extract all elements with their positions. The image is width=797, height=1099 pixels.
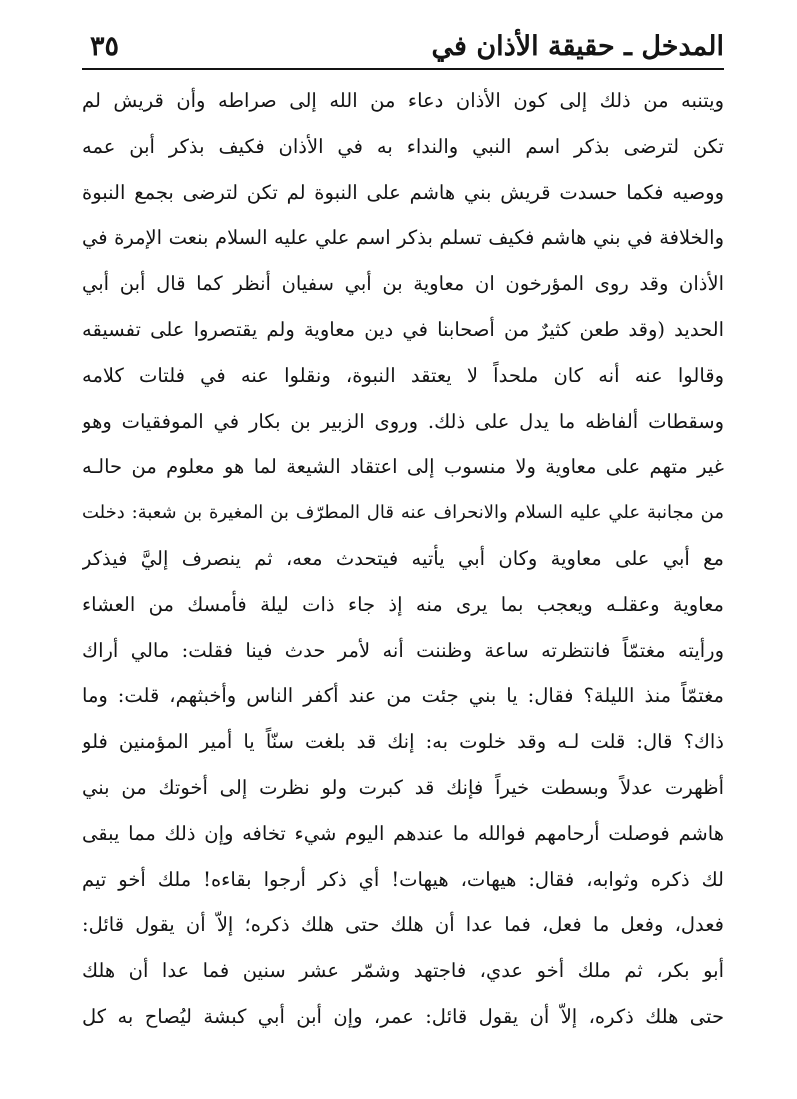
text-line: حتى هلك ذكره، إلاّ أن يقول قائل: عمر، وإن أبن أبي كبشة ليُصاح به كل: [82, 1004, 724, 1028]
text-line: معاوية وعقلـه ويعجب بما يرى منه إذ جاء ذات ليلة فأمسك من العشاء: [82, 592, 724, 616]
text-line: وسقطات ألفاظه ما يدل على ذلك. وروى الزبير بن بكار في الموفقيات وهو: [82, 409, 724, 433]
page-number: ٣٥: [90, 31, 120, 62]
body-text: [82, 78, 724, 1078]
running-header: [82, 24, 724, 68]
text-line: الأذان وقد روى المؤرخون ان معاوية بن أبي سفيان أنظر كما قال أبن أبي: [82, 272, 724, 296]
text-line: تكن لترضى بذكر اسم النبي والنداء به في الأذان فكيف بذكر أبن عمه: [82, 134, 724, 158]
text-line: فعدل، وفعل ما فعل، فما عدا أن هلك حتى هلك ذكره؛ إلاّ أن يقول قائل:: [82, 913, 724, 937]
text-line: من مجانبة علي عليه السلام والانحراف عنه قال المطرّف بن المغيرة بن شعبة: دخلت: [82, 502, 724, 524]
text-line: أظهرت عدلاً وبسطت خيراً فإنك قد كبرت ولو نظرت إلى أخوتك من بني: [82, 775, 724, 799]
text-line: لك ذكره وثوابه، فقال: هيهات، هيهات! أي ذكر أرجوا بقاءه! ملك أخو تيم: [82, 867, 724, 891]
text-line: ذاك؟ قال: قلت لـه وقد خلوت به: إنك قد بلغت سنّاً يا أمير المؤمنين فلو: [82, 730, 724, 754]
text-line: أبو بكر، ثم ملك أخو عدي، فاجتهد وشمّر عشر سنين فما عدا أن هلك: [82, 959, 724, 983]
text-line: والخلافة في بني هاشم فكيف تسلم بذكر اسم علي عليه السلام بنعت الإمرة في: [82, 226, 724, 250]
text-line: ووصيه فكما حسدت قريش بني هاشم على النبوة لم تكن لترضى بجمع النبوة: [82, 180, 724, 204]
text-line: ورأيته مغتمّاً فانتظرته ساعة وظننت أنه لأمر حدث فينا فقلت: مالي أراك: [82, 638, 724, 662]
text-line: ويتنبه من ذلك إلى كون الأذان دعاء من الله إلى صراطه وأن قريش لم: [82, 89, 724, 112]
text-line: هاشم فوصلت أرحامهم فوالله ما عندهم اليوم شيء تخافه وإن ذلك مما يبقى: [82, 821, 724, 845]
text-line: مع أبي على معاوية وكان أبي يأتيه فيتحدث معه، ثم ينصرف إليَّ فيذكر: [82, 546, 724, 570]
header-title: المدخل ـ حقيقة الأذان في: [431, 31, 724, 62]
text-line: الحديد (وقد طعن كثيرٌ من أصحابنا في دين معاوية ولم يقتصروا على تفسيقه: [82, 317, 724, 341]
text-line: غير متهم على معاوية ولا منسوب إلى اعتقاد الشيعة لما هو معلوم من حالـه: [82, 455, 724, 479]
header-rule: [82, 68, 724, 70]
text-line: مغتمّاً منذ الليلة؟ فقال: يا بني جئت من عند أكفر الناس وأخبثهم، قلت: وما: [82, 684, 724, 708]
text-line: وقالوا عنه أنه كان ملحداً لا يعتقد النبوة، ونقلوا عنه في فلتات كلامه: [82, 363, 724, 387]
